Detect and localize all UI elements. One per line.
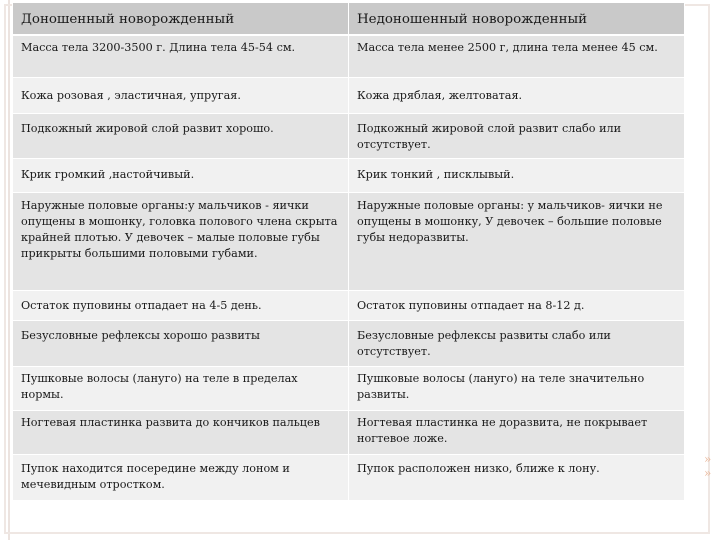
table-row [13,78,685,114]
cell-full-term: Пушковые волосы (лануго) на теле в пределах нормы. [13,367,349,411]
cell-full-term: Подкожный жировой слой развит хорошо. [13,114,349,159]
cell-premature: Масса тела менее 2500 г, длина тела менее 45 см. [349,35,685,78]
cell-premature: Безусловные рефлексы развиты слабо или отсутствует. [349,321,685,367]
cell-full-term: Наружные половые органы:у мальчиков - яички опущены в мошонку, головка полового члена скрыта крайней плотью. У девочек – малые половые губы прикрыты большими половыми губами. [13,193,349,291]
cell-full-term: Остаток пуповины отпадает на 4-5 день. [13,291,349,321]
table-row [13,193,685,291]
header-full-term: Доношенный новорожденный [13,3,349,35]
cell-premature: Крик тонкий , писклывый. [349,159,685,193]
cell-full-term: Крик громкий ,настойчивый. [13,159,349,193]
table-row [13,114,685,159]
cell-premature: Кожа дряблая, желтоватая. [349,78,685,114]
table-header-row [13,3,685,35]
cell-full-term: Кожа розовая , эластичная, упругая. [13,78,349,114]
cell-premature: Наружные половые органы: у мальчиков- яички не опущены в мошонку, У девочек – большие половые губы недоразвиты. [349,193,685,291]
table-row [13,291,685,321]
cell-premature: Пупок расположен низко, ближе к лону. [349,455,685,501]
cell-full-term: Ногтевая пластинка развита до кончиков пальцев [13,411,349,455]
table-row [13,411,685,455]
cell-full-term: Масса тела 3200-3500 г. Длина тела 45-54 см. [13,35,349,78]
cell-full-term: Пупок находится посередине между лоном и мечевидным отростком. [13,455,349,501]
table-row [13,321,685,367]
decorative-ornament: » » [704,452,712,480]
header-premature: Недоношенный новорожденный [349,3,685,35]
table-row [13,159,685,193]
table-row [13,455,685,501]
cell-full-term: Безусловные рефлексы хорошо развиты [13,321,349,367]
cell-premature: Остаток пуповины отпадает на 8-12 д. [349,291,685,321]
cell-premature: Пушковые волосы (лануго) на теле значительно развиты. [349,367,685,411]
comparison-table [12,2,685,501]
table-row [13,35,685,78]
cell-premature: Ногтевая пластинка не доразвита, не покрывает ногтевое ложе. [349,411,685,455]
table-row [13,367,685,411]
cell-premature: Подкожный жировой слой развит слабо или отсутствует. [349,114,685,159]
